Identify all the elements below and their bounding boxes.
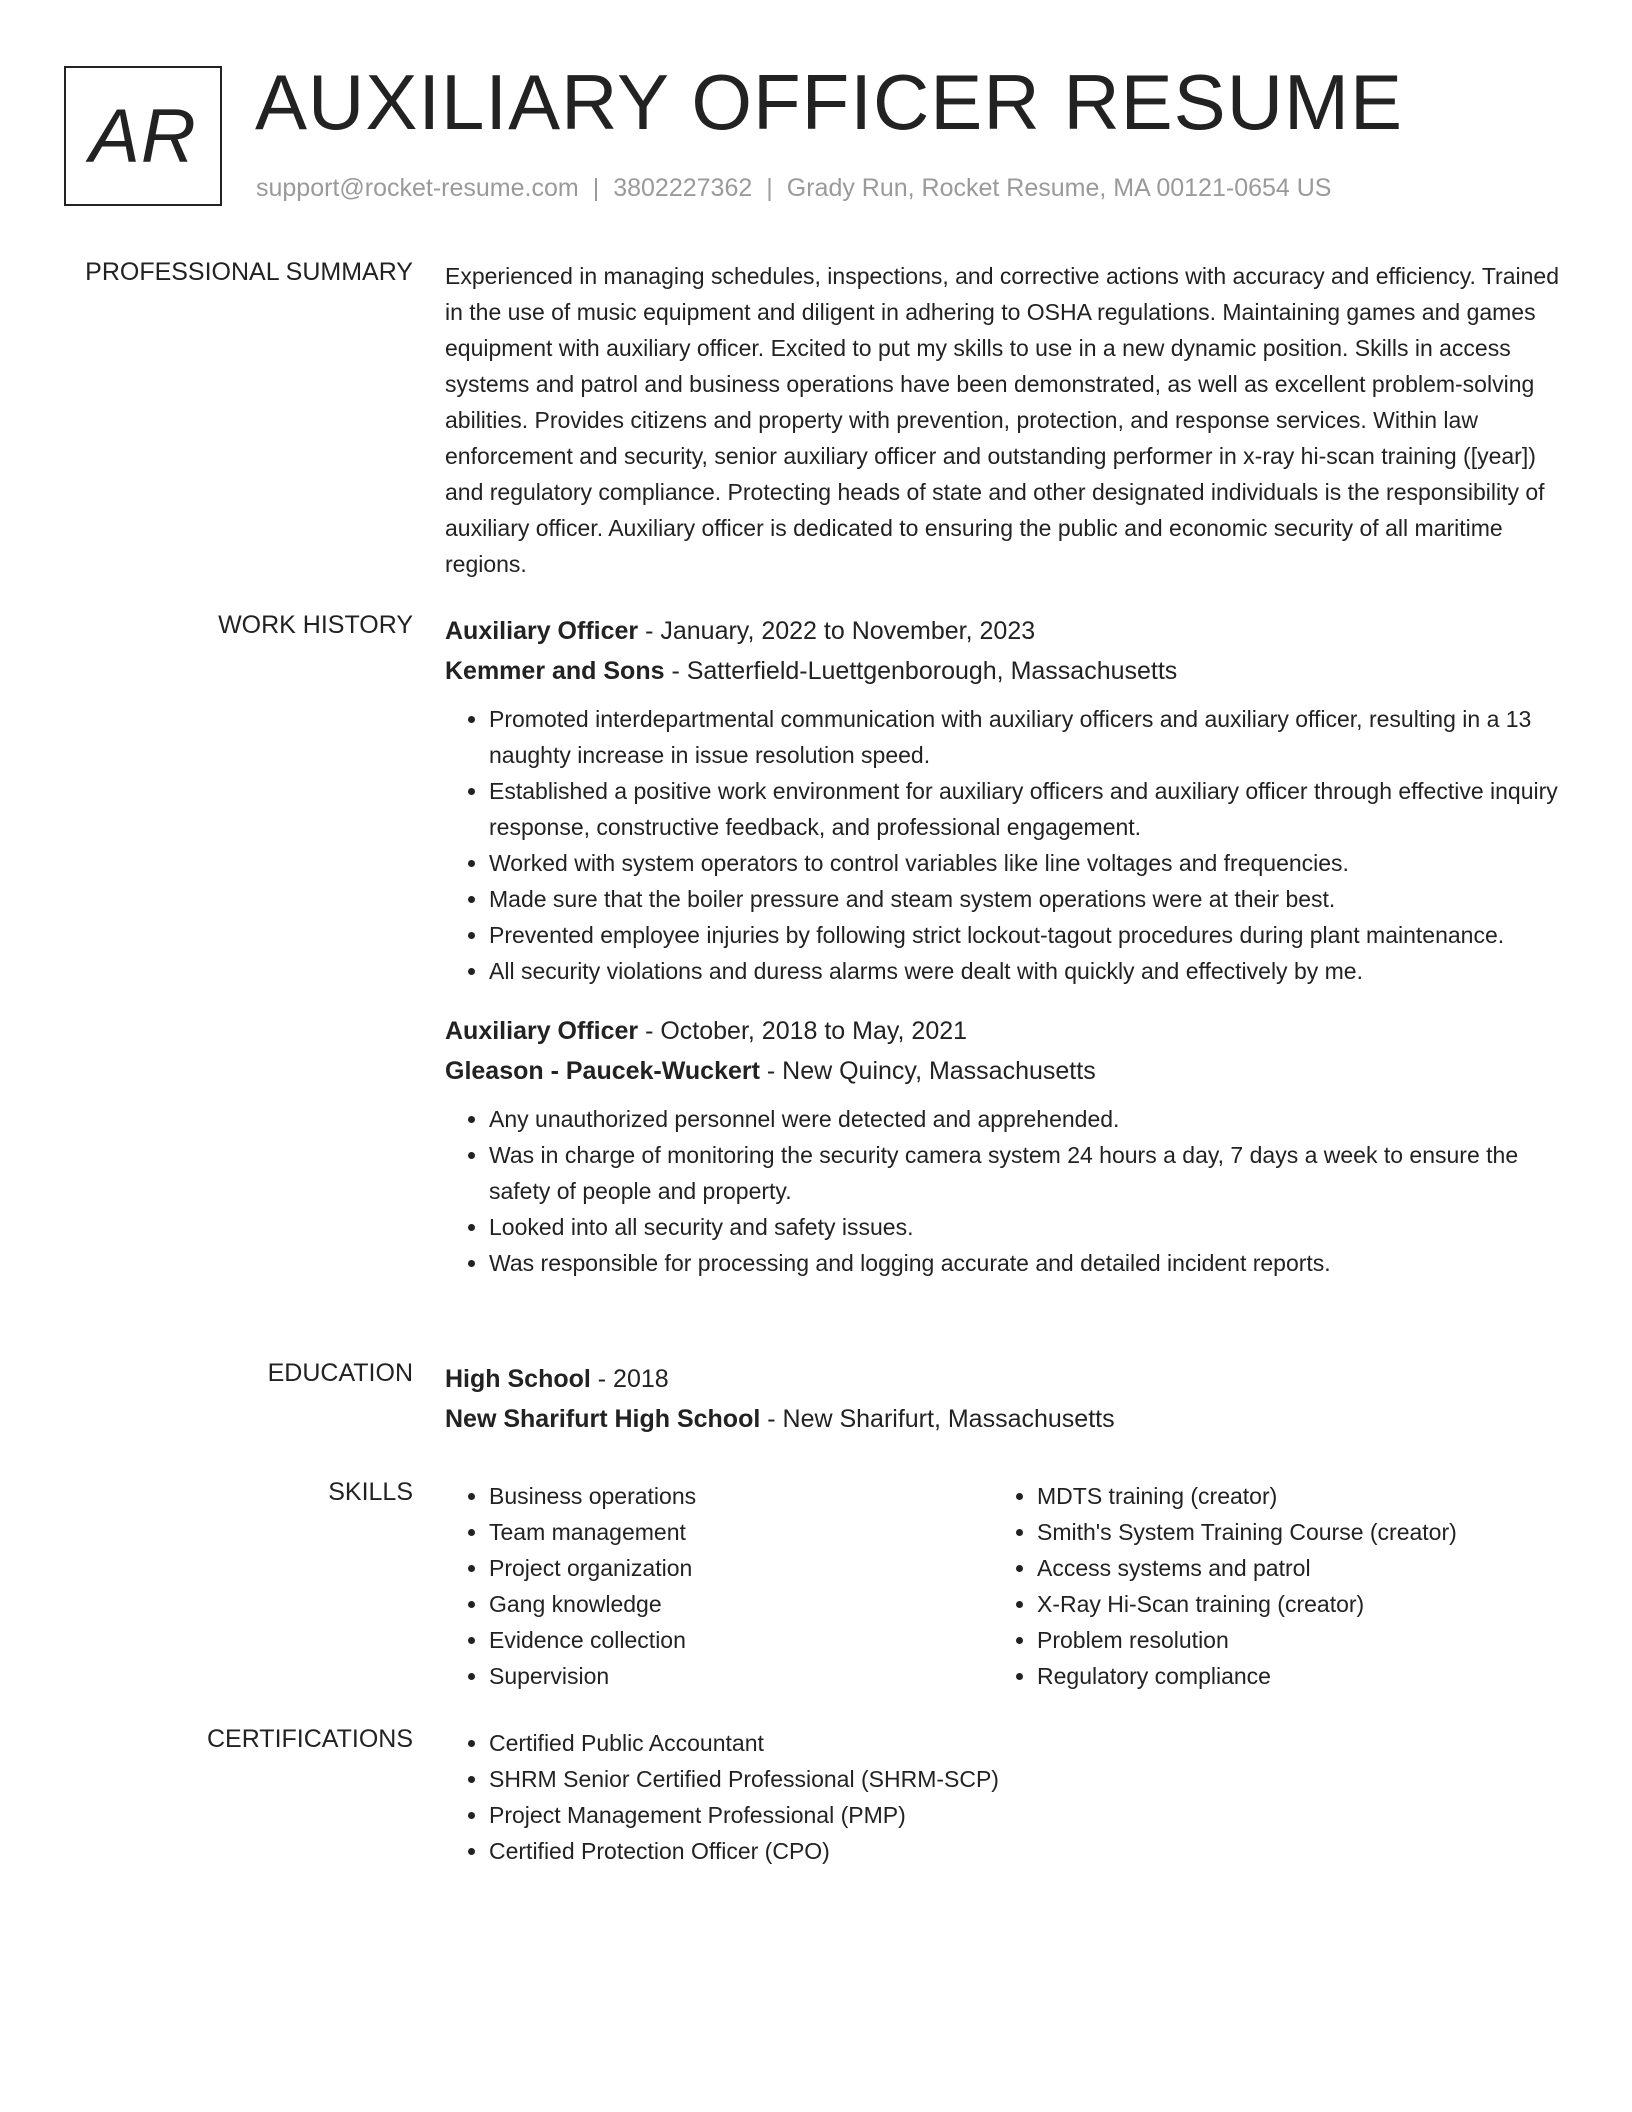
job-bullet: • Established a positive work environment for auxiliary officers and auxiliary officer through effective inquiry response, constructive feedback, and professional engagement. <box>489 773 1560 845</box>
job-entry <box>445 1011 1560 1281</box>
job-bullet: • Was responsible for processing and logging accurate and detailed incident reports. <box>489 1245 1560 1281</box>
education-school-line <box>445 1399 1560 1439</box>
job-company: Kemmer and Sons <box>445 657 665 685</box>
certification-item: • SHRM Senior Certified Professional (SHRM-SCP) <box>489 1761 1560 1797</box>
summary-text: Experienced in managing schedules, inspections, and corrective actions with accuracy and efficiency. Trained in the use of music equipment and diligent in adhering to OSHA regulations. Maintaining games and games equipment with auxiliary officer. Excited to put my skills to use in a new dynamic position. Skills in access systems and patrol and business operations have been demonstrated, as well as excellent problem-solving abilities. Provides citizens and property with prevention, protection, and response services. Within law enforcement and security, senior auxiliary officer and outstanding performer in x-ray hi-scan training ([year]) and regulatory compliance. Protecting heads of state and other designated individuals is the responsibility of auxiliary officer. Auxiliary officer is dedicated to ensuring the public and economic security of all maritime regions. <box>445 263 1559 577</box>
contact-email: support@rocket-resume.com <box>256 174 579 202</box>
skill-item: • Regulatory compliance <box>1037 1658 1541 1694</box>
education-location: - New Sharifurt, Massachusetts <box>760 1405 1115 1433</box>
job-title: Auxiliary Officer <box>445 1017 639 1045</box>
education-degree-line <box>445 1359 1560 1399</box>
certifications-heading: CERTIFICATIONS <box>206 1725 413 1753</box>
job-dates: - January, 2022 to November, 2023 <box>638 617 1036 645</box>
skill-item: • Supervision <box>489 1658 993 1694</box>
job-company-line <box>445 651 1560 691</box>
job-dates: - October, 2018 to May, 2021 <box>638 1017 968 1045</box>
job-bullet: • Prevented employee injuries by following strict lockout-tagout procedures during plant maintenance. <box>489 917 1560 953</box>
education-year: - 2018 <box>590 1365 669 1393</box>
job-title-line <box>445 1011 1560 1051</box>
job-entry <box>445 611 1560 989</box>
job-title: Auxiliary Officer <box>445 617 639 645</box>
skills-column-right <box>993 1478 1541 1694</box>
skills-heading: SKILLS <box>328 1478 413 1506</box>
certifications-list <box>445 1725 1560 1869</box>
job-bullet: • Worked with system operators to control variables like line voltages and frequencies. <box>489 845 1560 881</box>
job-bullet: • Was in charge of monitoring the security camera system 24 hours a day, 7 days a week to ensure the safety of people and property. <box>489 1137 1560 1209</box>
job-company-line <box>445 1051 1560 1091</box>
contact-line <box>256 174 1331 203</box>
job-bullet: • Promoted interdepartmental communication with auxiliary officers and auxiliary officer, resulting in a 13 naughty increase in issue resolution speed. <box>489 701 1560 773</box>
contact-separator: | <box>766 174 773 202</box>
certification-item: • Certified Public Accountant <box>489 1725 1560 1761</box>
skill-item: • Evidence collection <box>489 1622 993 1658</box>
skills-column-left <box>445 1478 993 1694</box>
certification-item: • Project Management Professional (PMP) <box>489 1797 1560 1833</box>
job-bullet: • All security violations and duress alarms were dealt with quickly and effectively by me. <box>489 953 1560 989</box>
job-location: - New Quincy, Massachusetts <box>759 1057 1096 1085</box>
contact-address: Grady Run, Rocket Resume, MA 00121-0654 US <box>786 174 1332 202</box>
job-bullet: • Any unauthorized personnel were detected and apprehended. <box>489 1101 1560 1137</box>
skill-item: • Gang knowledge <box>489 1586 993 1622</box>
skill-item: • Business operations <box>489 1478 993 1514</box>
certification-item: • Certified Protection Officer (CPO) <box>489 1833 1560 1869</box>
resume-title: AUXILIARY OFFICER RESUME <box>255 58 1404 146</box>
education-school: New Sharifurt High School <box>445 1405 761 1433</box>
job-bullets <box>445 701 1560 989</box>
contact-separator: | <box>592 174 600 202</box>
skill-item: • X-Ray Hi-Scan training (creator) <box>1037 1586 1541 1622</box>
contact-phone: 3802227362 <box>613 174 753 202</box>
skill-item: • Team management <box>489 1514 993 1550</box>
job-bullets <box>445 1101 1560 1281</box>
education-degree: High School <box>445 1365 591 1393</box>
job-bullet: • Looked into all security and safety issues. <box>489 1209 1560 1245</box>
work-history-heading: WORK HISTORY <box>218 611 413 639</box>
skill-item: • Problem resolution <box>1037 1622 1541 1658</box>
education-heading: EDUCATION <box>267 1359 413 1387</box>
job-location: - Satterfield-Luettgenborough, Massachusetts <box>664 657 1178 685</box>
job-company: Gleason - Paucek-Wuckert <box>445 1057 760 1085</box>
job-bullet: • Made sure that the boiler pressure and steam system operations were at their best. <box>489 881 1560 917</box>
summary-heading: PROFESSIONAL SUMMARY <box>85 258 413 286</box>
skill-item: • Smith's System Training Course (creator) <box>1037 1514 1541 1550</box>
skill-item: • Project organization <box>489 1550 993 1586</box>
job-title-line <box>445 611 1560 651</box>
skill-item: • MDTS training (creator) <box>1037 1478 1541 1514</box>
skill-item: • Access systems and patrol <box>1037 1550 1541 1586</box>
monogram-logo: AR <box>64 66 222 206</box>
